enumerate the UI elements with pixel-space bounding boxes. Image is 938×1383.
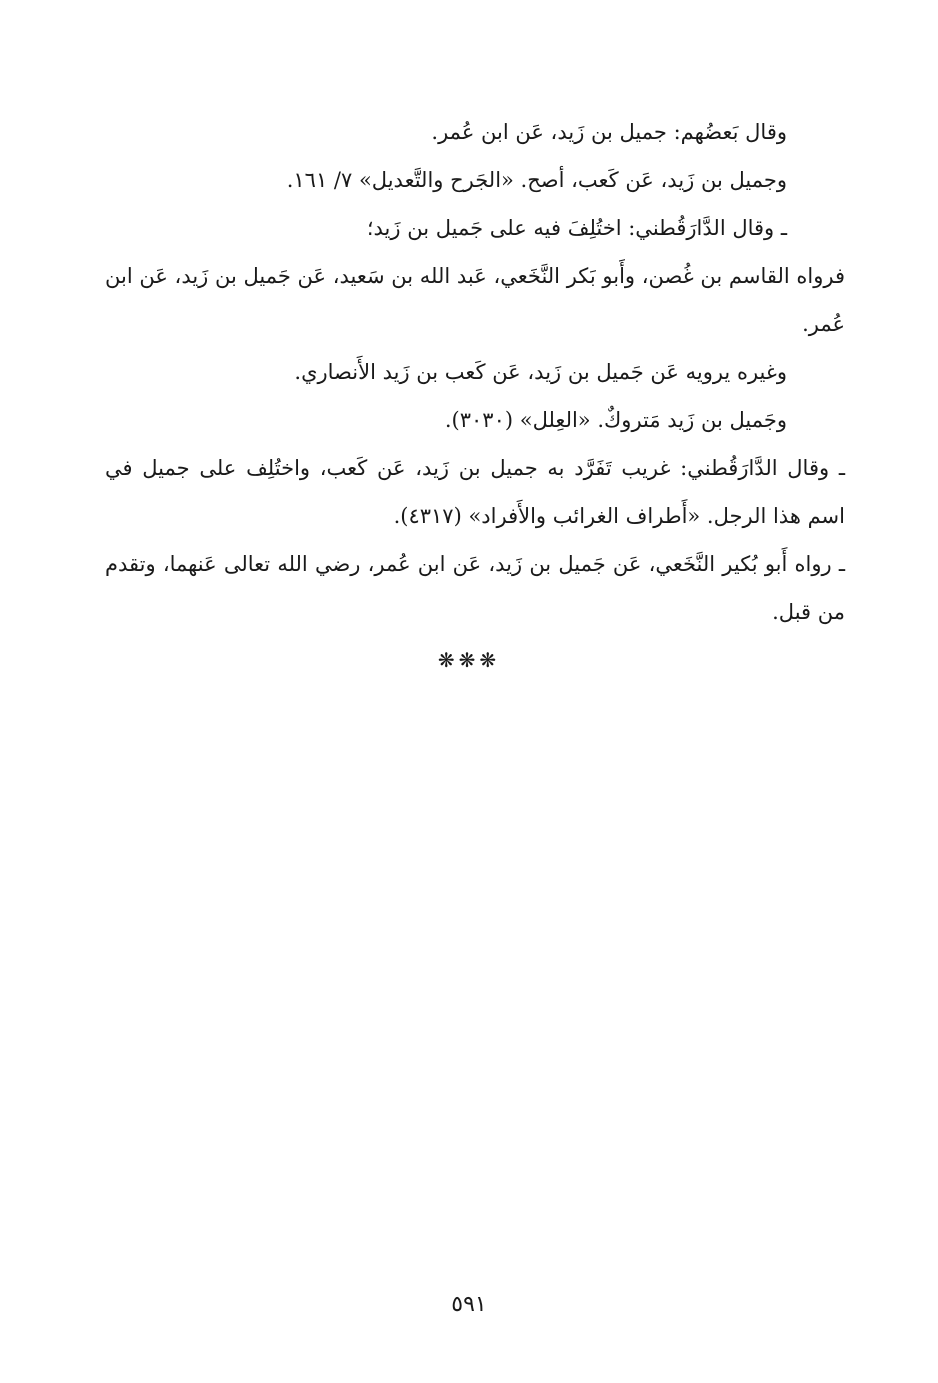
paragraph: وجميل بن زَيد، عَن كَعب، أصح. «الجَرح والتَّعديل» ٧/ ١٦١. (286, 168, 787, 192)
page-body (105, 108, 845, 636)
paragraph: ـ وقال الدَّارَقُطني: غريب تَفَرَّد به جميل بن زَيد، عَن كَعب، واختُلِف على جميل في اسم هذا الرجل. «أَطراف الغرائب والأَفراد» (٤٣١٧). (105, 456, 845, 528)
paragraph: ـ رواه أَبو بُكير النَّخَعي، عَن جَميل بن زَيد، عَن ابن عُمر، رضي الله تعالى عَنهما، وتقدم من قبل. (105, 552, 845, 624)
section-separator: ❋❋❋ (437, 648, 501, 672)
paragraph: وجَميل بن زَيد مَتروكٌ. «العِلل» (٣٠٣٠). (444, 408, 787, 432)
paragraph: ـ وقال الدَّارَقُطني: اختُلِفَ فيه على جَميل بن زَيد؛ (366, 216, 787, 240)
paragraph: وغيره يرويه عَن جَميل بن زَيد، عَن كَعب بن زَيد الأَنصاري. (294, 360, 787, 384)
paragraph: فرواه القاسم بن غُصن، وأَبو بَكر النَّخَعي، عَبد الله بن سَعيد، عَن جَميل بن زَيد، عَن ابن عُمر. (105, 264, 845, 336)
page-number: ٥٩١ (451, 1292, 487, 1317)
paragraph: وقال بَعضُهم: جميل بن زَيد، عَن ابن عُمر. (431, 120, 787, 144)
